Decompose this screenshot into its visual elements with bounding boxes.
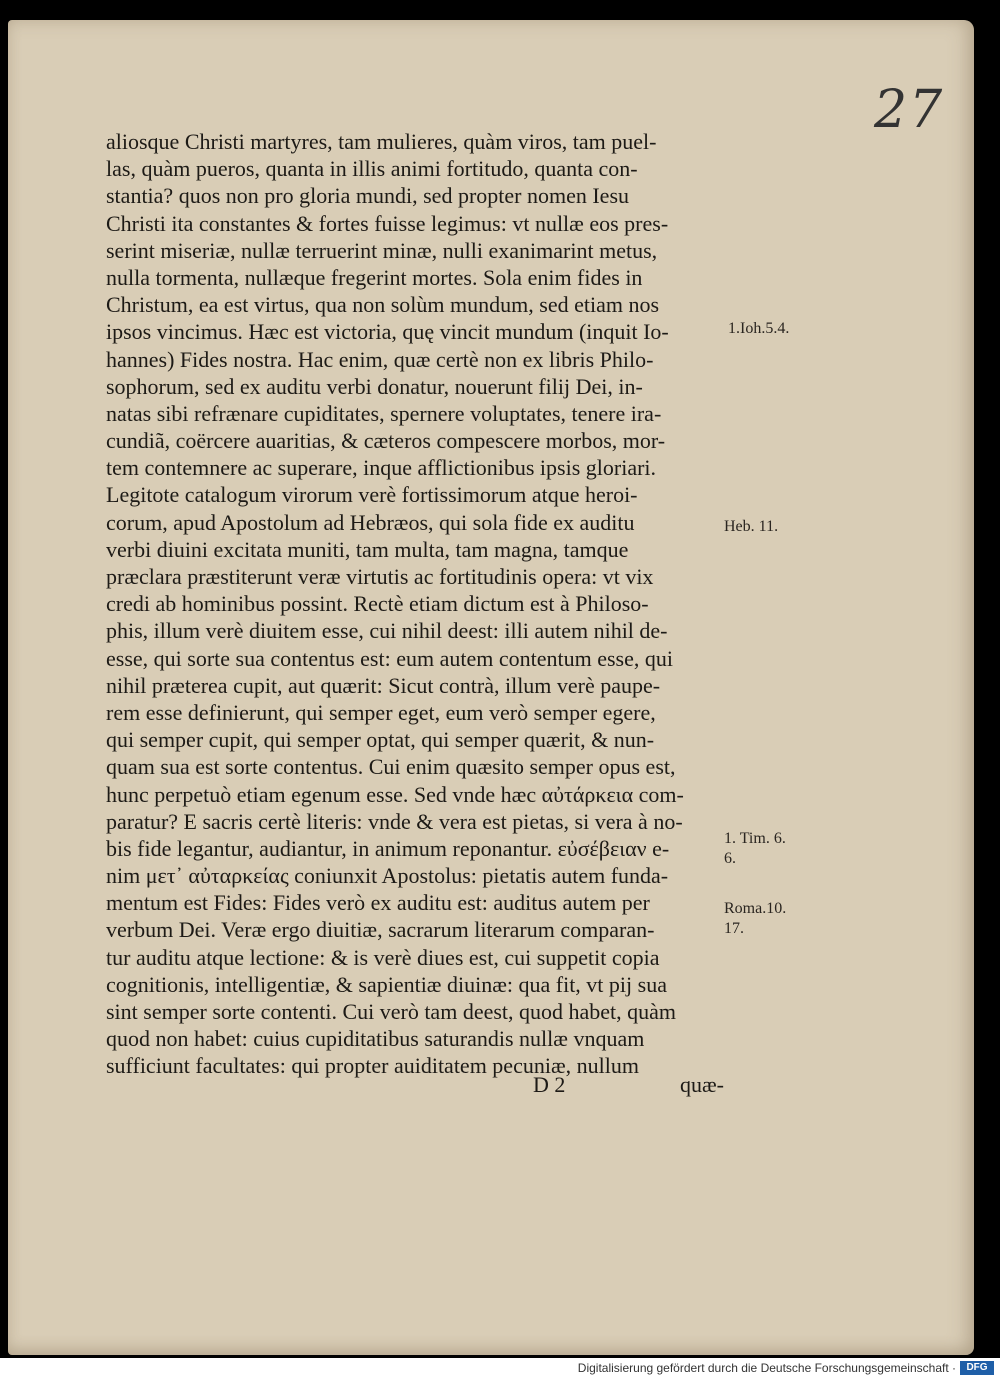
- text-line: nulla tormenta, nullæque fregerint mortes. Sola enim fides in: [106, 264, 643, 290]
- text-line: hunc perpetuò etiam egenum esse. Sed vnde hæc αὐτάρκεια com-: [106, 781, 684, 807]
- text-line: sophorum, sed ex auditu verbi donatur, nouerunt filij Dei, in-: [106, 373, 643, 399]
- text-line: stantia? quos non pro gloria mundi, sed propter nomen Iesu: [106, 183, 630, 209]
- text-line: cognitionis, intelligentiæ, & sapientiæ diuinæ: qua fit, vt pij sua: [106, 971, 667, 997]
- text-line: corum, apud Apostolum ad Hebræos, qui sola fide ex auditu: [106, 509, 635, 535]
- signature-mark: D 2: [533, 1072, 566, 1097]
- text-line: cundiã, coërcere auaritias, & cæteros compescere morbos, mor-: [106, 428, 666, 454]
- folio-number: 27: [874, 80, 945, 140]
- text-line: nim μετ᾽ αὐταρκείας coniunxit Apostolus: pietatis autem funda-: [106, 863, 669, 889]
- text-line: nihil præterea cupit, aut quærit: Sicut contrà, illum verè paupe-: [106, 672, 661, 698]
- text-line: verbi diuini excitata muniti, tam multa, tam magna, tamque: [106, 536, 629, 562]
- footer-bar: [0, 1358, 1000, 1379]
- text-line: Christum, ea est virtus, qua non solùm mundum, sed etiam nos: [106, 292, 660, 318]
- margin-note-heb: Heb. 11.: [724, 518, 779, 535]
- text-line: esse, qui sorte sua contentus est: eum autem contentum esse, qui: [106, 645, 673, 671]
- text-line: præclara præstiterunt veræ virtutis ac fortitudinis opera: vt vix: [106, 564, 654, 589]
- margin-note-roma-number: 17.: [724, 920, 744, 937]
- text-line: verbum Dei. Veræ ergo diuitiæ, sacrarum literarum comparan-: [106, 917, 655, 943]
- text-line: tur auditu atque lectione: & is verè diues est, cui suppetit copia: [106, 944, 660, 970]
- margin-note-tim-number: 6.: [724, 850, 736, 867]
- margin-note-tim: 1. Tim. 6.: [724, 830, 786, 847]
- margin-note-ioh: 1.Ioh.5.4.: [728, 320, 790, 337]
- text-line: rem esse definierunt, qui semper eget, eum verò semper egere,: [106, 699, 656, 725]
- text-line: ipsos vincimus. Hæc est victoria, quę vincit mundum (inquit Io-: [106, 319, 669, 345]
- text-line: bis fide legantur, audiantur, in animum reponantur. εὐσέβειαν e-: [106, 835, 670, 861]
- text-line: aliosque Christi martyres, tam mulieres, quàm viros, tam puel-: [106, 129, 657, 154]
- text-line: sint semper sorte contenti. Cui verò tam deest, quod habet, quàm: [106, 999, 677, 1024]
- text-line: serint miseriæ, nullæ terruerint minæ, nulli exanimarint metus,: [106, 237, 658, 263]
- text-line: las, quàm pueros, quanta in illis animi fortitudo, quanta con-: [106, 156, 638, 182]
- text-line: credi ab hominibus possint. Rectè etiam dictum est à Philoso-: [106, 591, 649, 617]
- catchword: quæ-: [680, 1072, 724, 1097]
- text-line: sufficiunt facultates: qui propter auiditatem pecuniæ, nullum: [106, 1053, 639, 1079]
- text-line: natas sibi refrænare cupiditates, spernere voluptates, tenere ira-: [106, 400, 662, 426]
- text-line: hannes) Fides nostra. Hac enim, quæ certè non ex libris Philo-: [106, 346, 654, 372]
- text-line: quam sua est sorte contentus. Cui enim quæsito semper opus est,: [106, 754, 676, 780]
- dfg-logo-icon: DFG: [960, 1361, 994, 1375]
- text-line: mentum est Fides: Fides verò ex auditu est: auditus autem per: [106, 890, 650, 916]
- body-text: [106, 128, 726, 1080]
- text-line: quod non habet: cuius cupiditatibus saturandis nullæ vnquam: [106, 1026, 645, 1052]
- text-line: tem contemnere ac superare, inque afflictionibus ipsis gloriari.: [106, 455, 657, 481]
- footer-credit: Digitalisierung gefördert durch die Deutsche Forschungsgemeinschaft ·: [577, 1361, 956, 1375]
- margin-note-roma: Roma.10.: [724, 900, 787, 917]
- text-line: phis, illum verè diuitem esse, cui nihil deest: illi autem nihil de-: [106, 618, 668, 644]
- text-line: Christi ita constantes & fortes fuisse legimus: vt nullæ eos pres-: [106, 210, 669, 236]
- text-line: Legitote catalogum virorum verè fortissimorum atque heroi-: [106, 482, 638, 508]
- text-line: paratur? E sacris certè literis: vnde & vera est pietas, si vera à no-: [106, 808, 683, 834]
- text-line: qui semper cupit, qui semper optat, qui semper quærit, & nun-: [106, 727, 655, 753]
